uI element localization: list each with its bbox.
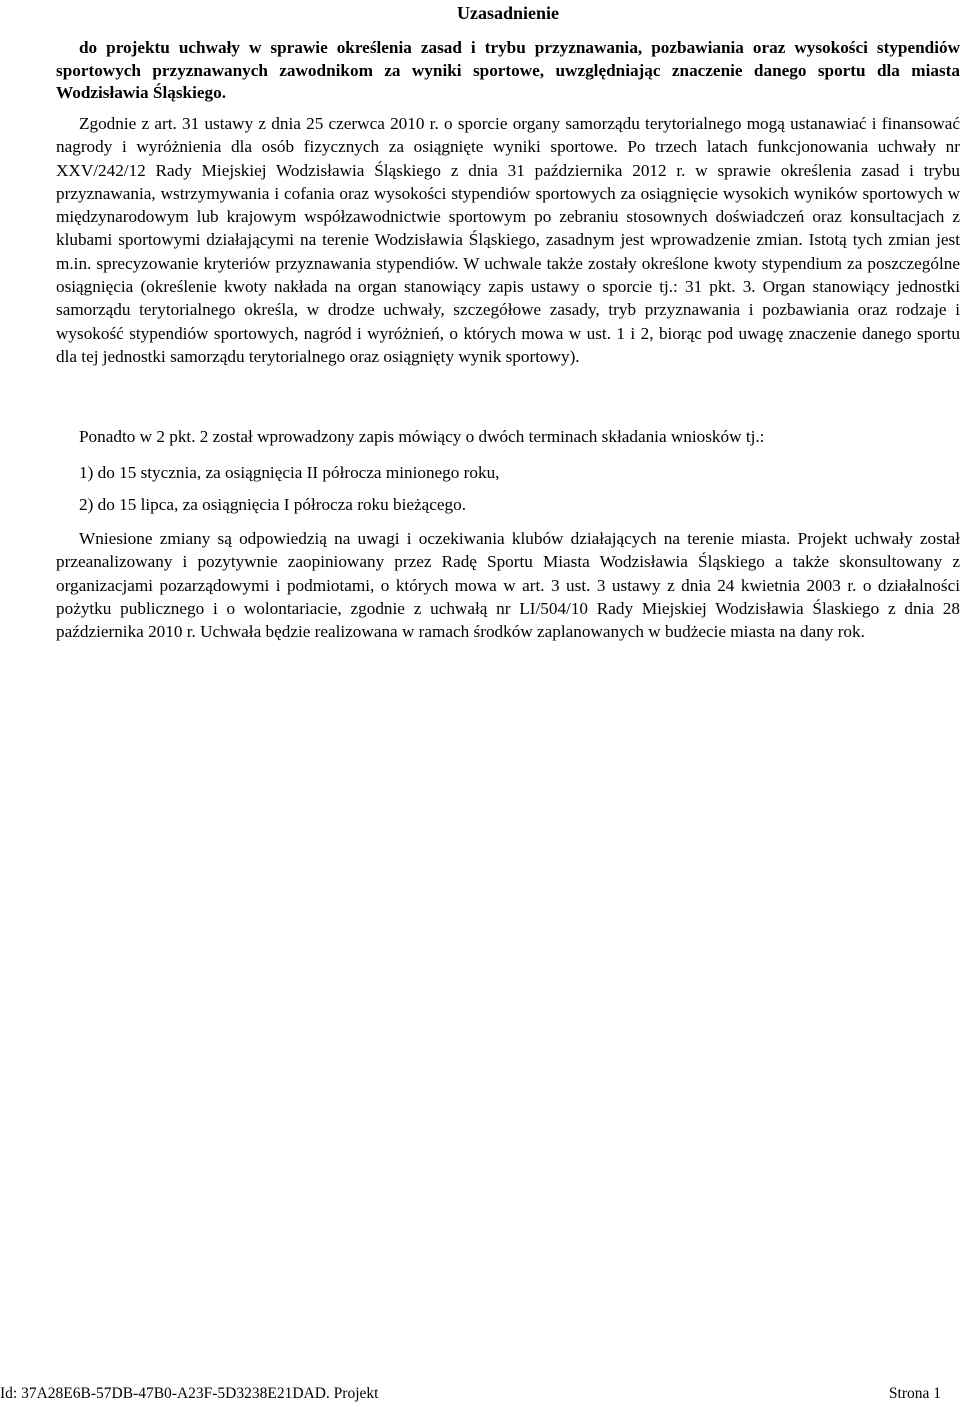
list-item-deadline-1: 1) do 15 stycznia, za osiągnięcia II półrocza minionego roku,: [79, 463, 500, 482]
page-number: Strona 1: [888, 1385, 941, 1402]
list-item-deadline-2: 2) do 15 lipca, za osiągnięcia I półrocza roku bieżącego.: [79, 495, 467, 514]
page-footer: [0, 1384, 960, 1404]
paragraph-consultation: Wniesione zmiany są odpowiedzią na uwagi i oczekiwania klubów działających na terenie miasta. Projekt uchwały został przeanalizowany i pozytywnie zaopiniowany przez Radę Sportu Miasta Wodzisławia Śląskiego a także skonsultowany z organizacjami pozarządowymi i podmiotami, o których mowa w art. 3 ust. 3 ustawy z dnia 24 kwietnia 2003 r. o działalności pożytku publicznego i o wolontariacie, zgodnie z uchwałą nr LI/504/10 Rady Miejskiej Wodzisławia Ślaskiego z dnia 28 października 2010 r. Uchwała będzie realizowana w ramach środków zaplanowanych w budżecie miasta na dany rok.: [56, 529, 960, 642]
paragraph-deadlines-intro: Ponadto w 2 pkt. 2 został wprowadzony zapis mówiący o dwóch terminach składania wniosków tj.:: [79, 427, 765, 446]
paragraph-legal-basis: Zgodnie z art. 31 ustawy z dnia 25 czerwca 2010 r. o sporcie organy samorządu terytorialnego mogą ustanawiać i finansować nagrody i wyróżnienia dla osób fizycznych za osiągnięte wyniki sportowe. Po trzech latach funkcjonowania uchwały nr XXV/242/12 Rady Miejskiej Wodzisławia Śląskiego z dnia 31 października 2012 r. w sprawie określenia zasad i trybu przyznawania, wstrzymywania i cofania oraz wysokości stypendiów sportowych za osiągnięcie wysokich wyników sportowych w międzynarodowym lub krajowym współzawodnictwie sportowym po zebraniu stosownych doświadczeń oraz konsultacjach z klubami sportowymi działającymi na terenie Wodzisławia Śląskiego, zasadnym jest wprowadzenie zmian. Istotą tych zmian jest m.in. sprecyzowanie kryteriów przyznawania stypendiów. W uchwale także zostały określone kwoty stypendium za poszczególne osiągnięcia (określenie kwoty nakłada na organ stanowiący zapis ustawy o sporcie tj.: 31 pkt. 3. Organ stanowiący jednostki samorządu terytorialnego określa, w drodze uchwały, szczegółowe zasady, tryb przyznawania i pozbawiania oraz rodzaje i wysokość stypendiów sportowych, nagród i wyróżnień, o których mowa w ust. 1 i 2, biorąc pod uwagę znaczenie danego sportu dla tej jednostki samorządu terytorialnego oraz osiągnięty wynik sportowy).: [56, 114, 960, 366]
document-subject: do projektu uchwały w sprawie określenia zasad i trybu przyznawania, pozbawiania oraz wysokości stypendiów sportowych przyznawanych zawodnikom za wyniki sportowe, uwzględniając znaczenie danego sportu dla miasta Wodzisławia Śląskiego.: [56, 38, 960, 102]
document-content: [56, 0, 960, 1407]
document-id: Id: 37A28E6B-57DB-47B0-A23F-5D3238E21DAD. Projekt: [0, 1385, 379, 1402]
document-title: Uzasadnienie: [456, 3, 559, 23]
